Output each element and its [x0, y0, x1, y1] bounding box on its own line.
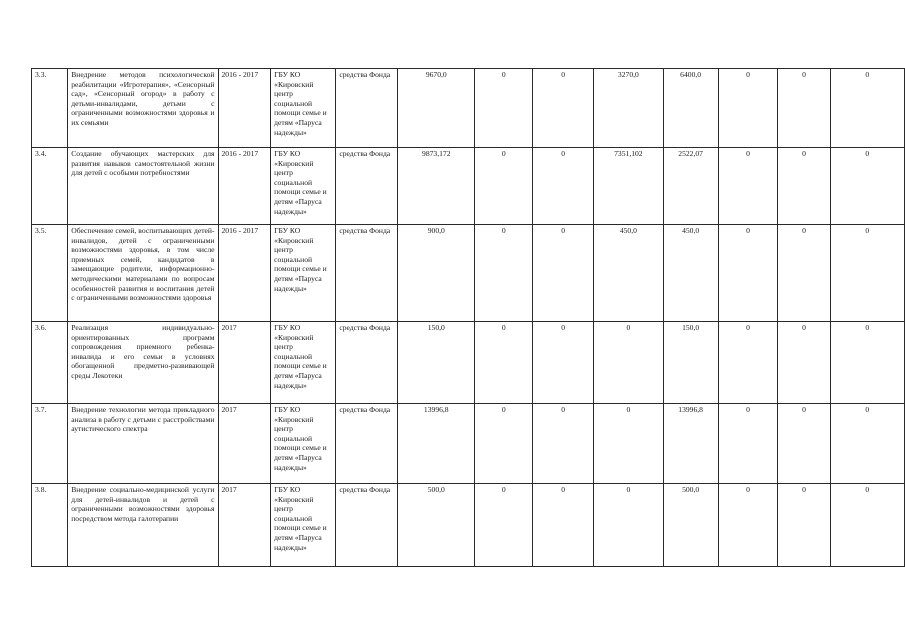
table-row — [32, 484, 905, 567]
activity-executor: ГБУ КО «Кировский центр социальной помощи семье и детям «Парусa надежды» — [271, 69, 336, 148]
activity-title: Внедрение технологии метода прикладного анализа в работу с детьми с расстройствами аутистического спектра — [68, 404, 218, 484]
amount-total: 9670,0 — [398, 69, 475, 148]
amount-col-9: 0 — [830, 69, 904, 148]
amount-col-9: 0 — [830, 404, 904, 484]
amount-col-8: 0 — [778, 484, 830, 567]
funding-source: средства Фонда — [336, 225, 398, 322]
activity-period: 2016 - 2017 — [218, 225, 271, 322]
amount-2017: 2522,07 — [663, 148, 718, 225]
amount-col-7: 0 — [718, 322, 778, 404]
amount-col-9: 0 — [830, 225, 904, 322]
amount-total: 500,0 — [398, 484, 475, 567]
amount-col-3: 0 — [533, 225, 594, 322]
funding-source: средства Фонда — [336, 69, 398, 148]
activity-title: Внедрение социально-медицинской услуги для детей-инвалидов и детей с ограниченными возможностями здоровья посредством метода галотерапии — [68, 484, 218, 567]
activity-executor: ГБУ КО «Кировский центр социальной помощи семье и детям «Парусa надежды» — [271, 404, 336, 484]
amount-2016: 0 — [594, 322, 664, 404]
row-number: 3.6. — [32, 322, 68, 404]
funding-source: средства Фонда — [336, 404, 398, 484]
table-row — [32, 69, 905, 148]
amount-col-2: 0 — [475, 404, 533, 484]
amount-col-9: 0 — [830, 322, 904, 404]
amount-col-8: 0 — [778, 69, 830, 148]
amount-col-3: 0 — [533, 69, 594, 148]
amount-col-2: 0 — [475, 225, 533, 322]
amount-col-8: 0 — [778, 148, 830, 225]
amount-col-9: 0 — [830, 484, 904, 567]
funding-source: средства Фонда — [336, 322, 398, 404]
table-row — [32, 148, 905, 225]
amount-col-7: 0 — [718, 69, 778, 148]
amount-total: 13996,8 — [398, 404, 475, 484]
activity-title: Обеспечение семей, воспитывающих детей-инвалидов, детей с ограниченными возможностями здоровья, в том числе приемных семей, кандидатов в замещающие родители, информационно-методическими материалами по вопросам особенностей развития и воспитания детей с ограниченными возможностями здоровья — [68, 225, 218, 322]
activity-period: 2017 — [218, 484, 271, 567]
table-row — [32, 404, 905, 484]
amount-col-8: 0 — [778, 225, 830, 322]
amount-col-7: 0 — [718, 404, 778, 484]
row-number: 3.5. — [32, 225, 68, 322]
activity-executor: ГБУ КО «Кировский центр социальной помощи семье и детям «Парусa надежды» — [271, 148, 336, 225]
row-number: 3.8. — [32, 484, 68, 567]
amount-col-7: 0 — [718, 148, 778, 225]
amount-total: 9873,172 — [398, 148, 475, 225]
amount-2017: 500,0 — [663, 484, 718, 567]
amount-total: 900,0 — [398, 225, 475, 322]
activity-period: 2016 - 2017 — [218, 69, 271, 148]
row-number: 3.4. — [32, 148, 68, 225]
activity-period: 2016 - 2017 — [218, 148, 271, 225]
amount-2016: 3270,0 — [594, 69, 664, 148]
amount-col-9: 0 — [830, 148, 904, 225]
table-row — [32, 225, 905, 322]
amount-2016: 0 — [594, 484, 664, 567]
amount-col-8: 0 — [778, 322, 830, 404]
activity-executor: ГБУ КО «Кировский центр социальной помощи семье и детям «Парусa надежды» — [271, 484, 336, 567]
amount-col-7: 0 — [718, 484, 778, 567]
activity-period: 2017 — [218, 404, 271, 484]
amount-2016: 450,0 — [594, 225, 664, 322]
activity-executor: ГБУ КО «Кировский центр социальной помощи семье и детям «Парусa надежды» — [271, 322, 336, 404]
amount-2016: 7351,102 — [594, 148, 664, 225]
amount-2017: 450,0 — [663, 225, 718, 322]
activity-executor: ГБУ КО «Кировский центр социальной помощи семье и детям «Парусa надежды» — [271, 225, 336, 322]
amount-col-2: 0 — [475, 69, 533, 148]
amount-col-2: 0 — [475, 484, 533, 567]
amount-2017: 13996,8 — [663, 404, 718, 484]
amount-col-2: 0 — [475, 322, 533, 404]
amount-total: 150,0 — [398, 322, 475, 404]
row-number: 3.3. — [32, 69, 68, 148]
amount-2016: 0 — [594, 404, 664, 484]
amount-2017: 6400,0 — [663, 69, 718, 148]
table-row — [32, 322, 905, 404]
amount-col-3: 0 — [533, 322, 594, 404]
activity-title: Реализация индивидуально-ориентированных программ сопровождения приемного ребенка-инвалида и его семьи в условиях обогащенной предметно-развивающей среды Лекотеки — [68, 322, 218, 404]
activity-period: 2017 — [218, 322, 271, 404]
amount-col-7: 0 — [718, 225, 778, 322]
amount-col-3: 0 — [533, 484, 594, 567]
amount-col-2: 0 — [475, 148, 533, 225]
amount-col-8: 0 — [778, 404, 830, 484]
row-number: 3.7. — [32, 404, 68, 484]
activity-title: Создание обучающих мастерских для развития навыков самостоятельной жизни для детей с особыми потребностями — [68, 148, 218, 225]
program-activities-table — [31, 68, 905, 567]
activity-title: Внедрение методов психологической реабилитации «Игротерапия», «Сенсорный сад», «Сенсорный огород» в работу с детьми-инвалидами, детьми с ограниченными возможностями здоровья и их семьями — [68, 69, 218, 148]
amount-2017: 150,0 — [663, 322, 718, 404]
funding-source: средства Фонда — [336, 484, 398, 567]
amount-col-3: 0 — [533, 148, 594, 225]
funding-source: средства Фонда — [336, 148, 398, 225]
amount-col-3: 0 — [533, 404, 594, 484]
